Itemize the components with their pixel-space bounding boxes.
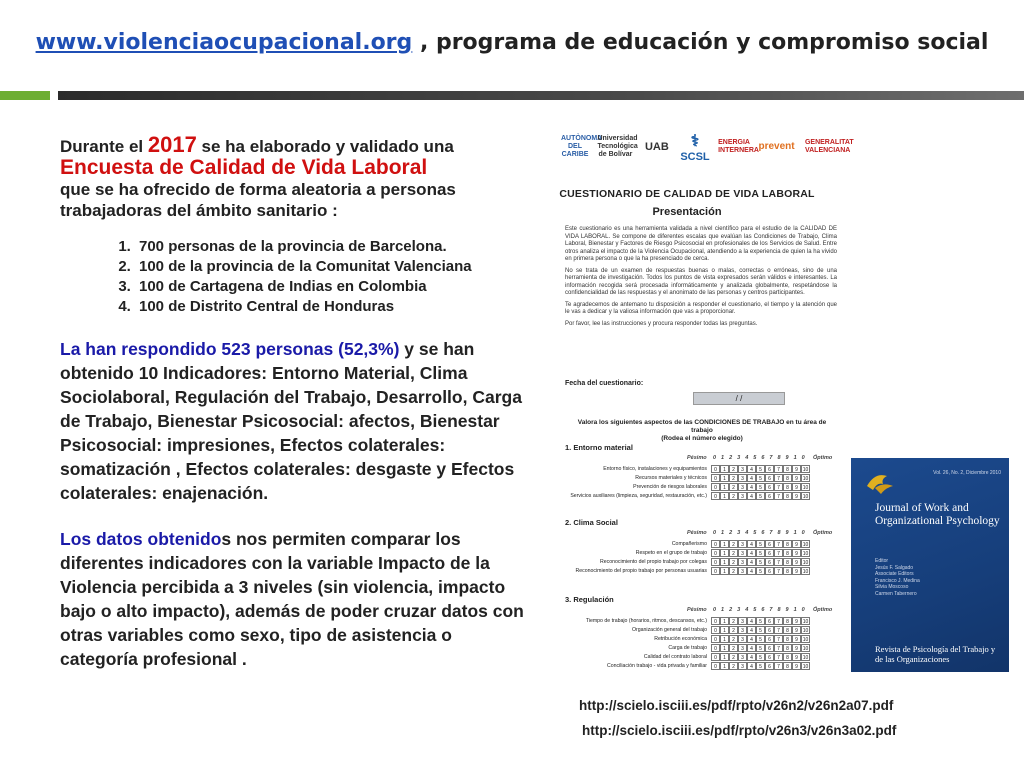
rating-cell: 0 bbox=[711, 662, 720, 670]
rating-item-label: Tiempo de trabajo (horarios, ritmos, descansos, etc.) bbox=[585, 617, 707, 624]
rating-cell: 8 bbox=[783, 483, 792, 491]
caduceus-icon: ⚕ bbox=[690, 133, 700, 150]
rating-cell: 8 bbox=[783, 626, 792, 634]
rating-item-label: Compañerismo bbox=[671, 540, 707, 547]
rating-cell: 9 bbox=[792, 540, 801, 548]
rating-cell: 7 bbox=[774, 653, 783, 661]
rating-cells bbox=[711, 567, 810, 575]
rating-cell: 1 bbox=[720, 626, 729, 634]
rating-cell: 0 bbox=[711, 492, 720, 500]
rating-cell: 0 bbox=[711, 635, 720, 643]
rating-cell: 2 bbox=[729, 465, 738, 473]
rating-rows bbox=[537, 464, 837, 500]
rating-cell: 5 bbox=[756, 483, 765, 491]
rating-item-label: Servicios auxiliares (limpieza, seguridad, restauración, etc.) bbox=[570, 492, 707, 499]
scale-max-label: Óptimo bbox=[813, 530, 833, 536]
rating-cell: 7 bbox=[774, 492, 783, 500]
rating-cell: 2 bbox=[729, 549, 738, 557]
rating-item-label: Reconocimiento del propio trabajo por colegas bbox=[600, 558, 707, 565]
rating-cell: 1 bbox=[720, 635, 729, 643]
rating-cells bbox=[711, 474, 810, 482]
rating-cell: 5 bbox=[756, 617, 765, 625]
scale-max-label: Óptimo bbox=[813, 455, 833, 461]
rating-cell: 10 bbox=[802, 645, 809, 652]
list-item: 4. 100 de Distrito Central de Honduras bbox=[135, 297, 530, 317]
rating-cells bbox=[711, 483, 810, 491]
rating-cell: 4 bbox=[747, 492, 756, 500]
rating-cell: 7 bbox=[774, 626, 783, 634]
scale-numbers: 012345678910 bbox=[713, 607, 810, 613]
rating-cell: 4 bbox=[747, 617, 756, 625]
rating-cell: 6 bbox=[765, 558, 774, 566]
journal-cover bbox=[851, 458, 1009, 672]
rating-cell: 4 bbox=[747, 662, 756, 670]
rating-cell: 0 bbox=[711, 567, 720, 575]
rating-cell: 6 bbox=[765, 465, 774, 473]
rating-cell: 1 bbox=[720, 644, 729, 652]
rating-cell: 7 bbox=[774, 465, 783, 473]
rating-cell: 4 bbox=[747, 558, 756, 566]
rating-cell: 9 bbox=[792, 644, 801, 652]
rating-cell: 1 bbox=[720, 567, 729, 575]
rating-cell: 2 bbox=[729, 492, 738, 500]
intro-paragraph: Durante el 2017 se ha elaborado y validado una Encuesta de Calidad de Vida Laboral que se ha ofrecido de forma aleatoria a personas trabajadoras del ámbito sanitario : bbox=[60, 132, 456, 220]
rating-row bbox=[537, 464, 837, 473]
rating-cell: 0 bbox=[711, 549, 720, 557]
rating-cell: 3 bbox=[738, 465, 747, 473]
rating-cell: 6 bbox=[765, 626, 774, 634]
rating-cell: 8 bbox=[783, 662, 792, 670]
data-highlight: Los datos obtenido bbox=[60, 529, 222, 549]
rating-row bbox=[537, 473, 837, 482]
rating-item-label: Conciliación trabajo - vida privada y familiar bbox=[606, 662, 707, 669]
rating-cell: 9 bbox=[792, 653, 801, 661]
rating-cell: 4 bbox=[747, 540, 756, 548]
rating-cell: 9 bbox=[792, 558, 801, 566]
rating-row bbox=[537, 566, 837, 575]
rating-cell: 4 bbox=[747, 635, 756, 643]
date-field: / / bbox=[693, 392, 785, 405]
rating-cell: 9 bbox=[792, 492, 801, 500]
reference-link-2[interactable]: http://scielo.isciii.es/pdf/rpto/v26n3/v26n3a02.pdf bbox=[582, 723, 897, 738]
rating-cell: 2 bbox=[729, 567, 738, 575]
logo-generalitat: GENERALITAT VALENCIANA bbox=[804, 139, 854, 154]
rating-cell: 8 bbox=[783, 558, 792, 566]
rating-cell: 2 bbox=[729, 474, 738, 482]
rating-cells bbox=[711, 644, 810, 652]
rating-cell: 5 bbox=[756, 626, 765, 634]
rating-cell: 1 bbox=[720, 662, 729, 670]
rating-cell: 4 bbox=[747, 549, 756, 557]
rating-cell: 6 bbox=[765, 492, 774, 500]
rating-cell: 4 bbox=[747, 465, 756, 473]
sample-list bbox=[60, 237, 530, 317]
rating-cell: 7 bbox=[774, 567, 783, 575]
logo-scsl: ⚕ SCSL bbox=[680, 133, 710, 163]
rating-cell: 10 bbox=[802, 541, 809, 548]
rating-item-label: Prevención de riesgos laborales bbox=[633, 483, 707, 490]
rating-cell: 5 bbox=[756, 474, 765, 482]
rating-cell: 1 bbox=[720, 483, 729, 491]
rating-cell: 7 bbox=[774, 635, 783, 643]
journal-spanish-title: Revista de Psicología del Trabajo y de las Organizaciones bbox=[875, 644, 996, 664]
rating-cell: 2 bbox=[729, 635, 738, 643]
rating-item-label: Calidad del contrato laboral bbox=[643, 653, 707, 660]
section-title: 1. Entorno material bbox=[565, 443, 633, 452]
rating-row bbox=[537, 491, 837, 500]
rating-cells bbox=[711, 465, 810, 473]
slide-title bbox=[0, 30, 1024, 55]
rating-cell: 1 bbox=[720, 492, 729, 500]
scale-min-label: Pésimo bbox=[687, 455, 707, 461]
rating-cell: 10 bbox=[802, 618, 809, 625]
questionnaire-image bbox=[537, 116, 854, 670]
rating-cell: 10 bbox=[802, 559, 809, 566]
rating-cell: 7 bbox=[774, 474, 783, 482]
rating-cells bbox=[711, 662, 810, 670]
logo-energia: ENERGIA INTERNERA bbox=[718, 139, 759, 154]
rating-cell: 3 bbox=[738, 635, 747, 643]
rating-cell: 1 bbox=[720, 617, 729, 625]
section-title: 2. Clima Social bbox=[565, 518, 618, 527]
rating-item-label: Reconocimiento del propio trabajo por personas usuarias bbox=[575, 567, 707, 574]
rating-cell: 2 bbox=[729, 558, 738, 566]
rating-row bbox=[537, 482, 837, 491]
questionnaire-intro: Este cuestionario es una herramienta validada a nivel científico para el estudio de la CALIDAD DE VIDA LABORAL. Se compone de diferentes escalas que evalúan las Condiciones de Trabajo, Clima Laboral, Bienestar y Factores de Riesgo Psicosocial en profesionales de los Servicios de Salud. Entre otros analiza el impacto de la Violencia Ocupacional, atendiendo a la experiencia de quien la ha vivido en primera persona o que la ha presenciado de cerca. No se trata de un examen de respuestas buenas o malas, correctas o erróneas, sino de una herramienta de investigación. Todos los puntos de vista expresados serán válidos e interesantes. La información recogida será procesada informáticamente y analizada globalmente, respetándose la confidencialidad de las respuestas y el anonimato de las personas y centros participantes. Te agradecemos de antemano tu disposición a responder el cuestionario, el tiempo y la atención que le vas a dedicar y la valiosa información que vas a proporcionar. Por favor, lee las instrucciones y procura responder todas las preguntas. bbox=[565, 226, 837, 327]
logo-utb: Universidad Tecnológica de Bolívar bbox=[597, 135, 638, 158]
results-paragraph: La han respondido 523 personas (52,3%) y se han obtenido 10 Indicadores: Entorno Material, Clima Sociolaboral, Regulación del Trabajo, Desarrollo, Carga de Trabajo, Bienestar Psicosocial: afectos, Bienestar Psicosocial: impresiones, Efectos colaterales: somatización , Efectos colaterales: desgaste y Efectos colaterales: enajenación. bbox=[60, 339, 522, 503]
rating-cell: 3 bbox=[738, 558, 747, 566]
rating-item-label: Retribución económica bbox=[654, 635, 707, 642]
rating-cell: 8 bbox=[783, 653, 792, 661]
rating-cell: 0 bbox=[711, 474, 720, 482]
rating-cell: 6 bbox=[765, 567, 774, 575]
rating-row bbox=[537, 539, 837, 548]
rating-cell: 0 bbox=[711, 626, 720, 634]
rating-item-label: Respeto en el grupo de trabajo bbox=[635, 549, 707, 556]
rating-cell: 9 bbox=[792, 549, 801, 557]
rating-item-label: Entorno físico, instalaciones y equipamientos bbox=[603, 465, 707, 472]
rating-cells bbox=[711, 558, 810, 566]
rating-cell: 5 bbox=[756, 558, 765, 566]
rating-cell: 0 bbox=[711, 644, 720, 652]
rating-item-label: Organización general del trabajo bbox=[632, 626, 707, 633]
list-item: 1. 700 personas de la provincia de Barcelona. bbox=[135, 237, 530, 257]
rating-item-label: Carga de trabajo bbox=[668, 644, 707, 651]
rating-cell: 8 bbox=[783, 492, 792, 500]
rating-cells bbox=[711, 626, 810, 634]
rating-cell: 6 bbox=[765, 474, 774, 482]
rating-cell: 3 bbox=[738, 474, 747, 482]
rating-cell: 1 bbox=[720, 465, 729, 473]
year-highlight: 2017 bbox=[147, 132, 197, 157]
logo-uab: UAB bbox=[644, 141, 669, 153]
rating-cell: 2 bbox=[729, 653, 738, 661]
conclusion-paragraph: Los datos obtenidos nos permiten comparar los diferentes indicadores con la variable Impacto de la Violencia percibida a 3 niveles (sin violencia, impacto bajo o alto impacto), además de poder cruzar datos con otras variables como sexo, tipo de asistencia o categoría profesional . bbox=[60, 529, 524, 669]
title-rest: , programa de educación y compromiso social bbox=[412, 30, 989, 55]
rating-cell: 2 bbox=[729, 644, 738, 652]
rating-cell: 5 bbox=[756, 635, 765, 643]
rating-cells bbox=[711, 540, 810, 548]
rating-cell: 6 bbox=[765, 662, 774, 670]
rating-cell: 3 bbox=[738, 549, 747, 557]
rating-cell: 8 bbox=[783, 617, 792, 625]
rating-cell: 2 bbox=[729, 662, 738, 670]
rating-cell: 5 bbox=[756, 644, 765, 652]
rating-cell: 5 bbox=[756, 549, 765, 557]
survey-name: Encuesta de Calidad de Vida Laboral bbox=[60, 156, 428, 179]
logo-autonoma: AUTÒNOMA DEL CARIBE bbox=[561, 135, 603, 158]
rating-cell: 0 bbox=[711, 558, 720, 566]
rating-row bbox=[537, 548, 837, 557]
rating-cell: 9 bbox=[792, 465, 801, 473]
rating-row bbox=[537, 661, 837, 670]
scale-min-label: Pésimo bbox=[687, 607, 707, 613]
rating-cells bbox=[711, 549, 810, 557]
rating-cell: 6 bbox=[765, 635, 774, 643]
logo-prevent: prevent bbox=[758, 141, 795, 152]
rating-cell: 3 bbox=[738, 653, 747, 661]
rating-cell: 2 bbox=[729, 540, 738, 548]
rating-cell: 10 bbox=[802, 550, 809, 557]
rating-cell: 5 bbox=[756, 662, 765, 670]
rating-item-label: Recursos materiales y técnicos bbox=[635, 474, 707, 481]
rating-cell: 8 bbox=[783, 474, 792, 482]
rating-instruction: Valora los siguientes aspectos de las CONDICIONES DE TRABAJO en tu área de trabajo (Rodea el número elegido) bbox=[577, 419, 827, 442]
responses-highlight: La han respondido 523 personas (52,3%) bbox=[60, 339, 400, 359]
rating-cell: 10 bbox=[802, 484, 809, 491]
rating-cell: 1 bbox=[720, 540, 729, 548]
rating-cell: 10 bbox=[802, 493, 809, 500]
scale-min-label: Pésimo bbox=[687, 530, 707, 536]
rating-row bbox=[537, 557, 837, 566]
rating-cell: 9 bbox=[792, 662, 801, 670]
journal-meta: Vol. 26, No. 2, Diciembre 2010 bbox=[933, 470, 1001, 476]
rating-cell: 5 bbox=[756, 567, 765, 575]
rating-cell: 2 bbox=[729, 617, 738, 625]
scale-numbers: 012345678910 bbox=[713, 455, 810, 461]
rating-cell: 4 bbox=[747, 474, 756, 482]
rating-row bbox=[537, 643, 837, 652]
rating-cell: 7 bbox=[774, 644, 783, 652]
rating-cell: 0 bbox=[711, 617, 720, 625]
rating-cell: 10 bbox=[802, 466, 809, 473]
rating-rows bbox=[537, 539, 837, 575]
rating-cell: 0 bbox=[711, 653, 720, 661]
rating-cell: 10 bbox=[802, 654, 809, 661]
rating-cell: 3 bbox=[738, 567, 747, 575]
rating-cell: 3 bbox=[738, 644, 747, 652]
rating-cell: 4 bbox=[747, 483, 756, 491]
rating-cell: 6 bbox=[765, 617, 774, 625]
rating-cell: 10 bbox=[802, 627, 809, 634]
rating-cell: 1 bbox=[720, 474, 729, 482]
rating-cell: 4 bbox=[747, 567, 756, 575]
logo-strip bbox=[561, 124, 854, 170]
rating-cell: 3 bbox=[738, 483, 747, 491]
rating-cell: 7 bbox=[774, 662, 783, 670]
date-label: Fecha del cuestionario: bbox=[565, 380, 644, 387]
rating-cell: 7 bbox=[774, 617, 783, 625]
rating-cell: 1 bbox=[720, 558, 729, 566]
rating-cells bbox=[711, 617, 810, 625]
rating-cell: 6 bbox=[765, 483, 774, 491]
site-link[interactable]: www.violenciaocupacional.org bbox=[35, 30, 413, 55]
rating-cell: 6 bbox=[765, 644, 774, 652]
rating-cell: 0 bbox=[711, 465, 720, 473]
rating-cell: 7 bbox=[774, 540, 783, 548]
rating-cell: 8 bbox=[783, 567, 792, 575]
rating-cell: 9 bbox=[792, 483, 801, 491]
rating-cell: 8 bbox=[783, 635, 792, 643]
rating-row bbox=[537, 652, 837, 661]
rating-cell: 7 bbox=[774, 483, 783, 491]
rating-cell: 3 bbox=[738, 492, 747, 500]
rating-cell: 5 bbox=[756, 465, 765, 473]
rating-cell: 4 bbox=[747, 626, 756, 634]
bird-emblem-icon bbox=[865, 470, 895, 496]
rating-cell: 10 bbox=[802, 568, 809, 575]
rating-rows bbox=[537, 616, 837, 670]
rating-cell: 7 bbox=[774, 549, 783, 557]
rating-row bbox=[537, 616, 837, 625]
rating-cell: 8 bbox=[783, 540, 792, 548]
rating-cells bbox=[711, 653, 810, 661]
rating-cell: 2 bbox=[729, 626, 738, 634]
questionnaire-subtitle: Presentación bbox=[652, 206, 722, 218]
rating-cell: 6 bbox=[765, 653, 774, 661]
rating-cell: 2 bbox=[729, 483, 738, 491]
rating-cell: 4 bbox=[747, 653, 756, 661]
rating-cell: 6 bbox=[765, 549, 774, 557]
rating-cell: 5 bbox=[756, 492, 765, 500]
rating-cell: 10 bbox=[802, 475, 809, 482]
rating-cell: 8 bbox=[783, 465, 792, 473]
reference-link-1[interactable]: http://scielo.isciii.es/pdf/rpto/v26n2/v26n2a07.pdf bbox=[579, 698, 894, 713]
rating-cell: 9 bbox=[792, 635, 801, 643]
rating-cell: 9 bbox=[792, 617, 801, 625]
journal-editors: Editor Jesús F. Salgado Associate Editors Francisco J. Medina Silvia Moscoso Carmen Tabernero bbox=[875, 558, 920, 597]
list-item: 3. 100 de Cartagena de Indias en Colombia bbox=[135, 277, 530, 297]
rating-cell: 4 bbox=[747, 644, 756, 652]
questionnaire-title: CUESTIONARIO DE CALIDAD DE VIDA LABORAL bbox=[559, 188, 815, 200]
rating-cell: 0 bbox=[711, 540, 720, 548]
rating-cells bbox=[711, 492, 810, 500]
rating-cell: 10 bbox=[802, 636, 809, 643]
rating-cell: 8 bbox=[783, 644, 792, 652]
rating-cell: 9 bbox=[792, 567, 801, 575]
left-text-column bbox=[60, 134, 530, 671]
rating-cell: 9 bbox=[792, 474, 801, 482]
rating-cell: 0 bbox=[711, 483, 720, 491]
rating-cell: 1 bbox=[720, 653, 729, 661]
rating-cell: 1 bbox=[720, 549, 729, 557]
rating-row bbox=[537, 634, 837, 643]
rating-cell: 9 bbox=[792, 626, 801, 634]
rating-cell: 6 bbox=[765, 540, 774, 548]
rating-row bbox=[537, 625, 837, 634]
rating-cell: 3 bbox=[738, 626, 747, 634]
scale-numbers: 012345678910 bbox=[713, 530, 810, 536]
scale-max-label: Óptimo bbox=[813, 607, 833, 613]
journal-title: Journal of Work and Organizational Psychology bbox=[875, 502, 1000, 527]
accent-bar-dark bbox=[58, 91, 1024, 100]
accent-bar-green bbox=[0, 91, 50, 100]
rating-cell: 5 bbox=[756, 653, 765, 661]
rating-cell: 8 bbox=[783, 549, 792, 557]
rating-cell: 3 bbox=[738, 662, 747, 670]
rating-cell: 3 bbox=[738, 540, 747, 548]
list-item: 2. 100 de la provincia de la Comunitat Valenciana bbox=[135, 257, 530, 277]
rating-cells bbox=[711, 635, 810, 643]
rating-cell: 10 bbox=[802, 663, 809, 670]
rating-cell: 7 bbox=[774, 558, 783, 566]
rating-cell: 5 bbox=[756, 540, 765, 548]
rating-cell: 3 bbox=[738, 617, 747, 625]
section-title: 3. Regulación bbox=[565, 595, 614, 604]
